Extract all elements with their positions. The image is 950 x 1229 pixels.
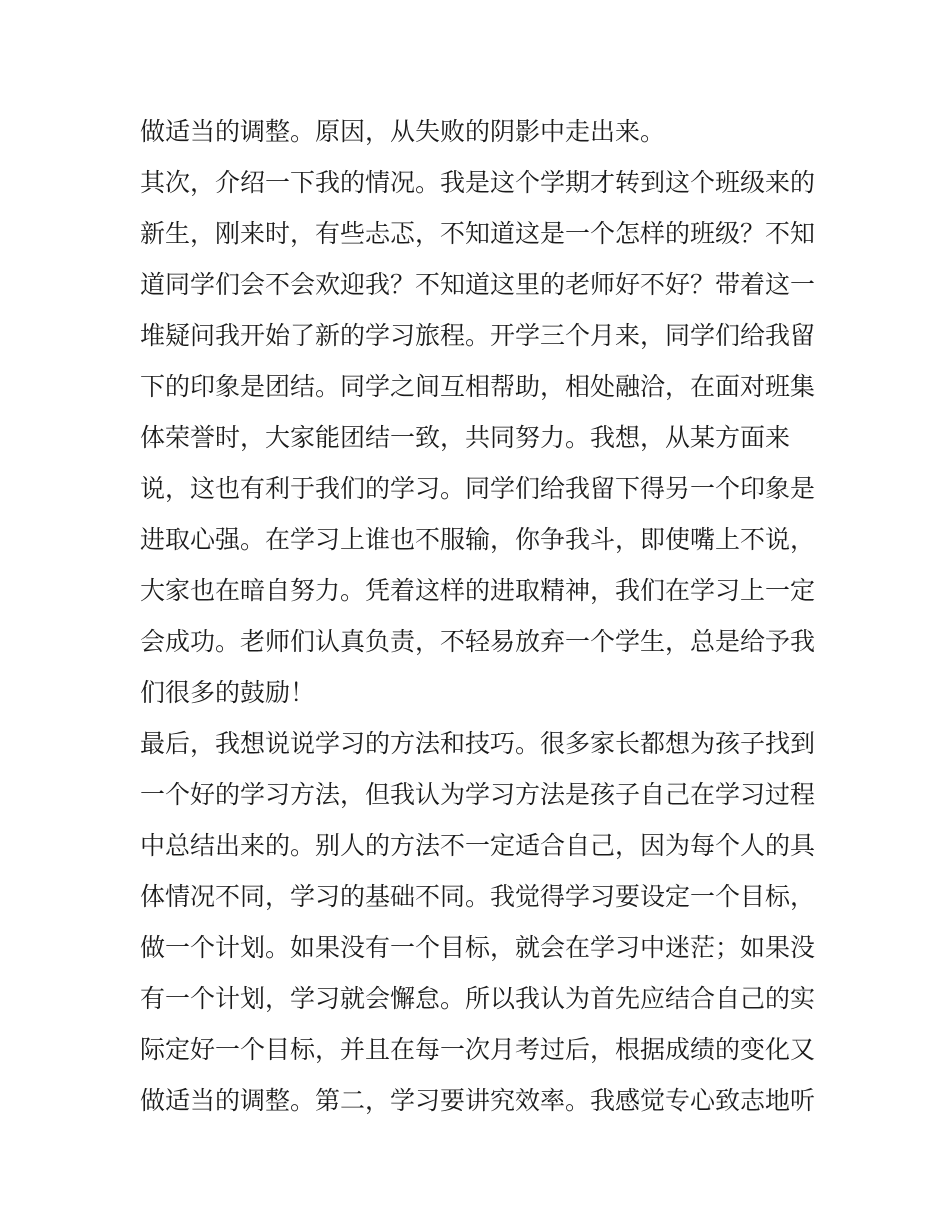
text-line: 其次，介绍一下我的情况。我是这个学期才转到这个班级来的 bbox=[140, 168, 816, 197]
text-line: 新生，刚来时，有些忐忑，不知道这是一个怎样的班级？不知 bbox=[140, 219, 816, 248]
text-line: 们很多的鼓励！ bbox=[140, 678, 316, 707]
text-line: 做适当的调整。原因，从失败的阴影中走出来。 bbox=[140, 117, 666, 146]
text-line: 会成功。老师们认真负责，不轻易放弃一个学生，总是给予我 bbox=[140, 627, 816, 656]
text-line: 堆疑问我开始了新的学习旅程。开学三个月来，同学们给我留 bbox=[140, 321, 816, 350]
document-body bbox=[140, 106, 820, 1126]
text-line: 说，这也有利于我们的学习。同学们给我留下得另一个印象是 bbox=[140, 474, 816, 503]
text-line: 体情况不同，学习的基础不同。我觉得学习要设定一个目标， bbox=[140, 882, 816, 911]
text-line: 做一个计划。如果没有一个目标，就会在学习中迷茫；如果没 bbox=[140, 933, 816, 962]
text-line: 体荣誉时，大家能团结一致，共同努力。我想，从某方面来 bbox=[140, 423, 791, 452]
text-line: 大家也在暗自努力。凭着这样的进取精神，我们在学习上一定 bbox=[140, 576, 816, 605]
text-line: 最后，我想说说学习的方法和技巧。很多家长都想为孩子找到 bbox=[140, 729, 816, 758]
text-line: 有一个计划，学习就会懈怠。所以我认为首先应结合自己的实 bbox=[140, 984, 816, 1013]
text-line: 道同学们会不会欢迎我？不知道这里的老师好不好？带着这一 bbox=[140, 270, 816, 299]
text-line: 一个好的学习方法，但我认为学习方法是孩子自己在学习过程 bbox=[140, 780, 816, 809]
text-line: 际定好一个目标，并且在每一次月考过后，根据成绩的变化又 bbox=[140, 1035, 816, 1064]
text-line: 中总结出来的。别人的方法不一定适合自己，因为每个人的具 bbox=[140, 831, 816, 860]
text-line: 下的印象是团结。同学之间互相帮助，相处融洽，在面对班集 bbox=[140, 372, 816, 401]
text-line: 做适当的调整。第二，学习要讲究效率。我感觉专心致志地听 bbox=[140, 1086, 816, 1115]
text-line: 进取心强。在学习上谁也不服输，你争我斗，即使嘴上不说， bbox=[140, 525, 816, 554]
